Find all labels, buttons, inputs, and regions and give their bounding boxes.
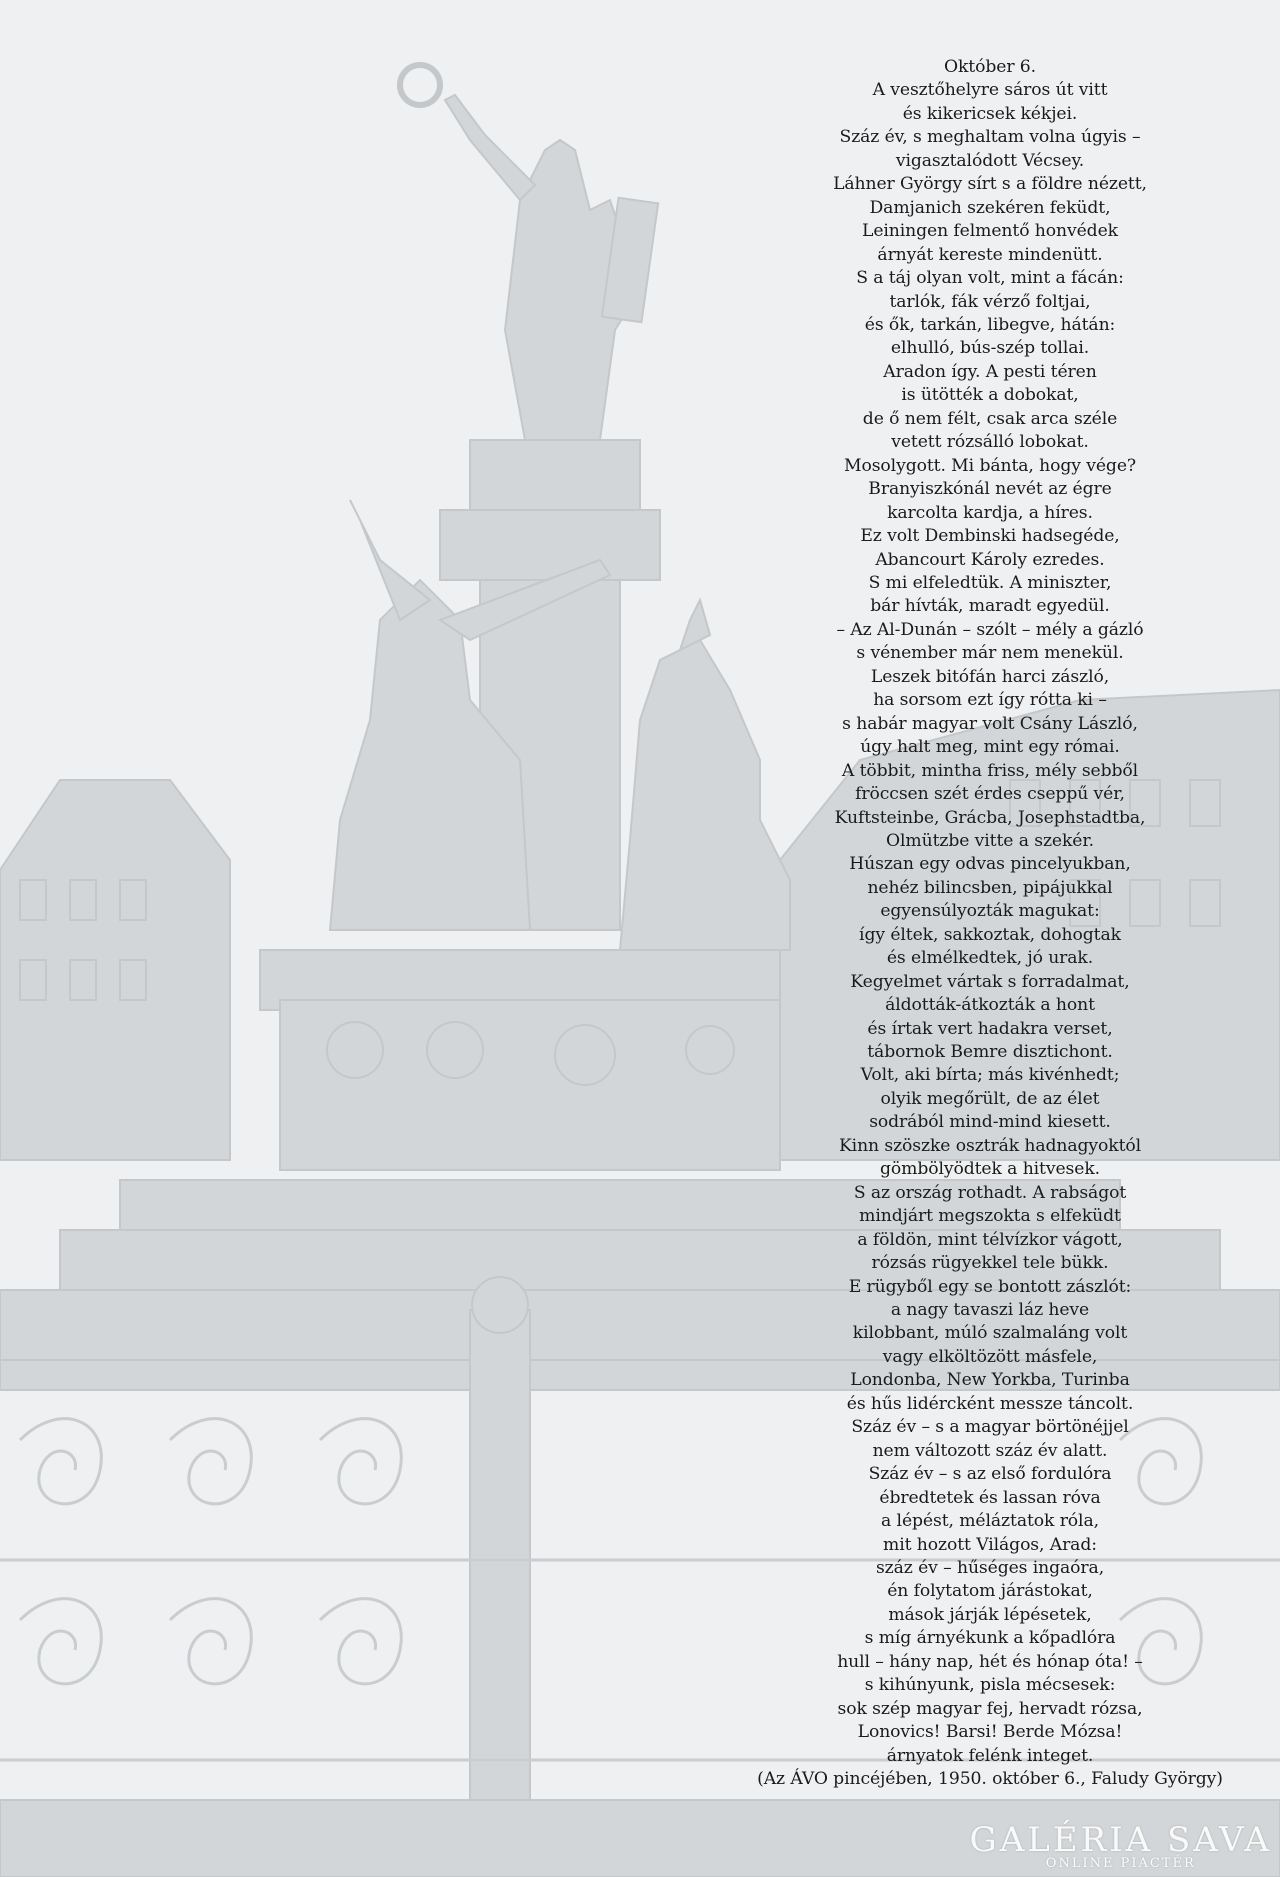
poem-line: Kuftsteinbe, Grácba, Josephstadtba,: [834, 807, 1146, 828]
poem-line: Száz év, s meghaltam volna úgyis –: [839, 127, 1141, 148]
poem-line: Londonba, New Yorkba, Turinba: [850, 1370, 1130, 1391]
poem-line: nehéz bilincsben, pipájukkal: [867, 877, 1113, 898]
poem-line: hull – hány nap, hét és hónap óta! –: [837, 1651, 1143, 1672]
poem-line: A többit, mintha friss, mély sebből: [841, 760, 1139, 781]
poem-line: s míg árnyékunk a kőpadlóra: [864, 1628, 1116, 1649]
poem-line: S mi elfeledtük. A miniszter,: [868, 572, 1112, 593]
poem-line: Damjanich szekéren feküdt,: [869, 197, 1111, 218]
poem-line: áldották-átkozták a hont: [885, 995, 1095, 1016]
poem-line: úgy halt meg, mint egy római.: [860, 737, 1120, 758]
poem-line: és elmélkedtek, jó urak.: [886, 948, 1094, 969]
poem-line: vigasztalódott Vécsey.: [895, 150, 1085, 171]
poem-line: tábornok Bemre disztichont.: [867, 1042, 1113, 1063]
poem-line: Kinn szöszke osztrák hadnagyoktól: [838, 1135, 1142, 1156]
poem-line: ébredtetek és lassan róva: [879, 1487, 1101, 1508]
poem-attribution: (Az ÁVO pincéjében, 1950. október 6., Faludy György): [757, 1769, 1223, 1790]
poem-line: a földön, mint télvízkor vágott,: [857, 1229, 1123, 1250]
poem-line: Branyiszkónál nevét az égre: [868, 479, 1112, 500]
poem-line: nem változott száz év alatt.: [872, 1440, 1108, 1461]
poem-line: karcolta kardja, a híres.: [887, 502, 1093, 523]
gallery-watermark: [969, 1820, 1272, 1871]
poem-line: Ez volt Dembinski hadsegéde,: [860, 526, 1120, 547]
poem-line: száz év – hűséges ingaóra,: [875, 1558, 1105, 1578]
poem-line: sok szép magyar fej, hervadt rózsa,: [837, 1698, 1143, 1719]
poem-line: bár hívták, maradt egyedül.: [870, 596, 1110, 617]
poem-line: én folytatom járástokat,: [887, 1581, 1093, 1602]
poem-title: Október 6.: [943, 57, 1036, 77]
poem-line: elhulló, bús-szép tollai.: [890, 338, 1090, 359]
poem-line: vetett rózsálló lobokat.: [891, 432, 1089, 453]
poem-line: mindjárt megszokta s elfeküdt: [859, 1206, 1121, 1227]
poem-line: Leszek bitófán harci zászló,: [870, 666, 1110, 687]
poem-line: kilobbant, múló szalmaláng volt: [852, 1323, 1128, 1344]
poem-line: E rügyből egy se bontott zászlót:: [848, 1276, 1132, 1297]
poem-line: Leiningen felmentő honvédek: [862, 221, 1118, 242]
poem-line: és hűs lidércként messze táncolt.: [846, 1393, 1134, 1414]
poem-line: A vesztőhelyre sáros út vitt: [872, 80, 1108, 101]
poem-line: Abancourt Károly ezredes.: [875, 549, 1105, 570]
watermark-subtitle: ONLINE PIACTÉR: [1045, 1856, 1196, 1871]
poem-line: – Az Al-Dunán – szólt – mély a gázló: [836, 619, 1144, 640]
poem-line: s vénember már nem menekül.: [856, 643, 1124, 664]
poem-line: S az ország rothadt. A rabságot: [853, 1182, 1127, 1203]
poem-line: Száz év – s a magyar börtönéjjel: [851, 1417, 1129, 1438]
poem-text: [720, 56, 1260, 1792]
poem-line: fröccsen szét érdes cseppű vér,: [855, 784, 1125, 805]
poem-line: sodrából mind-mind kiesett.: [869, 1112, 1111, 1133]
poem-line: ha sorsom ezt így rótta ki –: [873, 690, 1107, 711]
poem-line: tarlók, fák vérző foltjai,: [889, 291, 1091, 312]
poem-line: Húszan egy odvas pincelyukban,: [849, 854, 1131, 875]
poem-line: olyik megőrült, de az élet: [880, 1088, 1100, 1109]
poem-line: Aradon így. A pesti téren: [883, 361, 1097, 382]
poem-line: és ők, tarkán, libegve, hátán:: [864, 314, 1116, 335]
poem-line: gömbölyödtek a hitvesek.: [879, 1159, 1101, 1180]
poem-line: a nagy tavaszi láz heve: [890, 1300, 1090, 1321]
poem-line: és írtak vert hadakra verset,: [867, 1018, 1113, 1039]
poem-line: árnyát kereste mindenütt.: [877, 244, 1103, 265]
poem-line: mások járják lépésetek,: [888, 1604, 1092, 1625]
poem-line: is ütötték a dobokat,: [901, 385, 1079, 406]
poem-line: Volt, aki bírta; más kivénhedt;: [860, 1065, 1120, 1086]
poem-line: a lépést, méláztatok róla,: [881, 1511, 1099, 1532]
poem-line: Száz év – s az első fordulóra: [868, 1464, 1112, 1485]
poem-line: Láhner György sírt s a földre nézett,: [833, 174, 1147, 195]
poem-line: így éltek, sakkoztak, dohogtak: [859, 924, 1121, 945]
poem-line: s kihúnyunk, pisla mécsesek:: [864, 1675, 1116, 1696]
poem-line: rózsás rügyekkel tele bükk.: [871, 1253, 1109, 1274]
poem-line: Lonovics! Barsi! Berde Mózsa!: [857, 1722, 1123, 1743]
poem-line: Mosolygott. Mi bánta, hogy vége?: [843, 455, 1137, 476]
poem-line: Kegyelmet vártak s forradalmat,: [850, 971, 1130, 992]
poem-line: és kikericsek kékjei.: [902, 103, 1078, 124]
poem-line: s habár magyar volt Csány László,: [842, 713, 1138, 734]
poem-line: egyensúlyozták magukat:: [880, 901, 1100, 922]
watermark-name: GALÉRIA SAVA: [969, 1820, 1272, 1860]
poem-line: S a táj olyan volt, mint a fácán:: [856, 268, 1124, 289]
poem-line: de ő nem félt, csak arca széle: [862, 408, 1118, 429]
poem-line: mit hozott Világos, Arad:: [883, 1534, 1097, 1555]
poem-line: árnyatok felénk integet.: [886, 1745, 1094, 1766]
poem-line: Olmützbe vitte a szekér.: [886, 830, 1094, 851]
poem-line: vagy elköltözött másfele,: [882, 1346, 1098, 1367]
